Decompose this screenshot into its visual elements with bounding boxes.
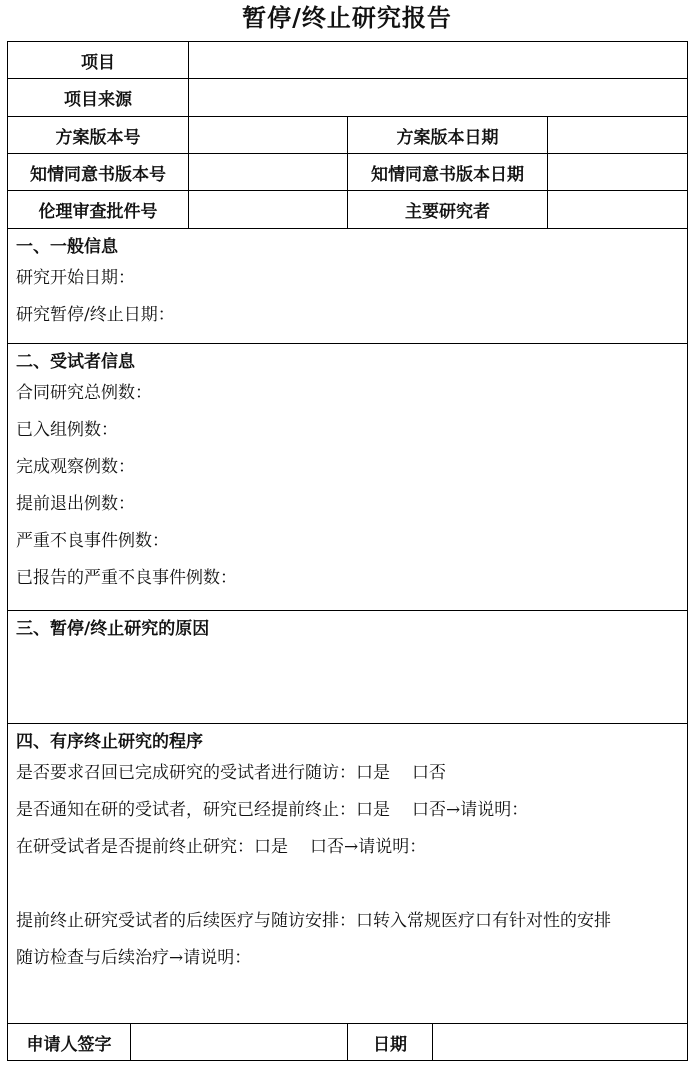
protocol-version-field[interactable] (189, 117, 348, 154)
page-title: 暂停/终止研究报告 (242, 3, 452, 32)
icf-version-field[interactable] (189, 154, 348, 191)
stop-reason-section[interactable] (8, 611, 688, 724)
withdrawn-line[interactable]: 提前退出例数： (16, 494, 135, 514)
ethics-approval-field[interactable] (189, 191, 348, 229)
applicant-signature-label: 申请人签字 (8, 1024, 131, 1061)
notify-subjects-question (16, 792, 679, 829)
principal-investigator-label: 主要研究者 (348, 191, 548, 229)
start-date-line[interactable]: 研究开始日期： (16, 268, 135, 288)
sae-reported-line[interactable]: 已报告的严重不良事件例数： (16, 568, 237, 588)
section-title: 四、有序终止研究的程序 (16, 732, 203, 752)
no-checkbox[interactable]: 口否→请说明： (310, 837, 427, 857)
subject-info-section (8, 344, 688, 611)
termination-procedure-section (8, 724, 688, 1024)
contract-total-line[interactable]: 合同研究总例数： (16, 383, 152, 403)
report-form (7, 41, 688, 1061)
no-checkbox[interactable]: 口否→请说明： (412, 800, 529, 820)
icf-version-label: 知情同意书版本号 (8, 154, 189, 191)
section-title: 一、一般信息 (16, 237, 118, 257)
icf-version-date-field[interactable] (548, 154, 688, 191)
sae-line[interactable]: 严重不良事件例数： (16, 531, 169, 551)
date-field[interactable] (433, 1024, 688, 1061)
question-text: 是否要求召回已完成研究的受试者进行随访： (16, 763, 356, 783)
no-checkbox[interactable]: 口否 (412, 763, 446, 783)
yes-checkbox[interactable]: 口是 (254, 837, 288, 857)
spacer (16, 866, 679, 903)
project-source-field[interactable] (189, 79, 688, 117)
yes-checkbox[interactable]: 口是 (356, 800, 390, 820)
enrolled-line[interactable]: 已入组例数： (16, 420, 118, 440)
protocol-version-date-label: 方案版本日期 (348, 117, 548, 154)
early-termination-question (16, 829, 679, 866)
completed-line[interactable]: 完成观察例数： (16, 457, 135, 477)
section-title: 二、受试者信息 (16, 352, 135, 372)
question-text: 在研受试者是否提前终止研究： (16, 837, 254, 857)
applicant-signature-field[interactable] (131, 1024, 348, 1061)
yes-checkbox[interactable]: 口是 (356, 763, 390, 783)
general-info-section (8, 229, 688, 344)
ethics-approval-label: 伦理审查批件号 (8, 191, 189, 229)
icf-version-date-label: 知情同意书版本日期 (348, 154, 548, 191)
project-field[interactable] (189, 42, 688, 79)
protocol-version-label: 方案版本号 (8, 117, 189, 154)
recall-followup-question (16, 755, 679, 792)
followup-arrangement-question[interactable]: 提前终止研究受试者的后续医疗与随访安排：口转入常规医疗口有针对性的安排 (16, 911, 611, 931)
question-text: 是否通知在研的受试者，研究已经提前终止： (16, 800, 356, 820)
date-label: 日期 (348, 1024, 433, 1061)
stop-date-line[interactable]: 研究暂停/终止日期： (16, 305, 175, 325)
project-label: 项目 (8, 42, 189, 79)
followup-arrangement-continued[interactable]: 随访检查与后续治疗→请说明： (16, 948, 252, 968)
principal-investigator-field[interactable] (548, 191, 688, 229)
protocol-version-date-field[interactable] (548, 117, 688, 154)
section-title: 三、暂停/终止研究的原因 (16, 619, 210, 639)
project-source-label: 项目来源 (8, 79, 189, 117)
